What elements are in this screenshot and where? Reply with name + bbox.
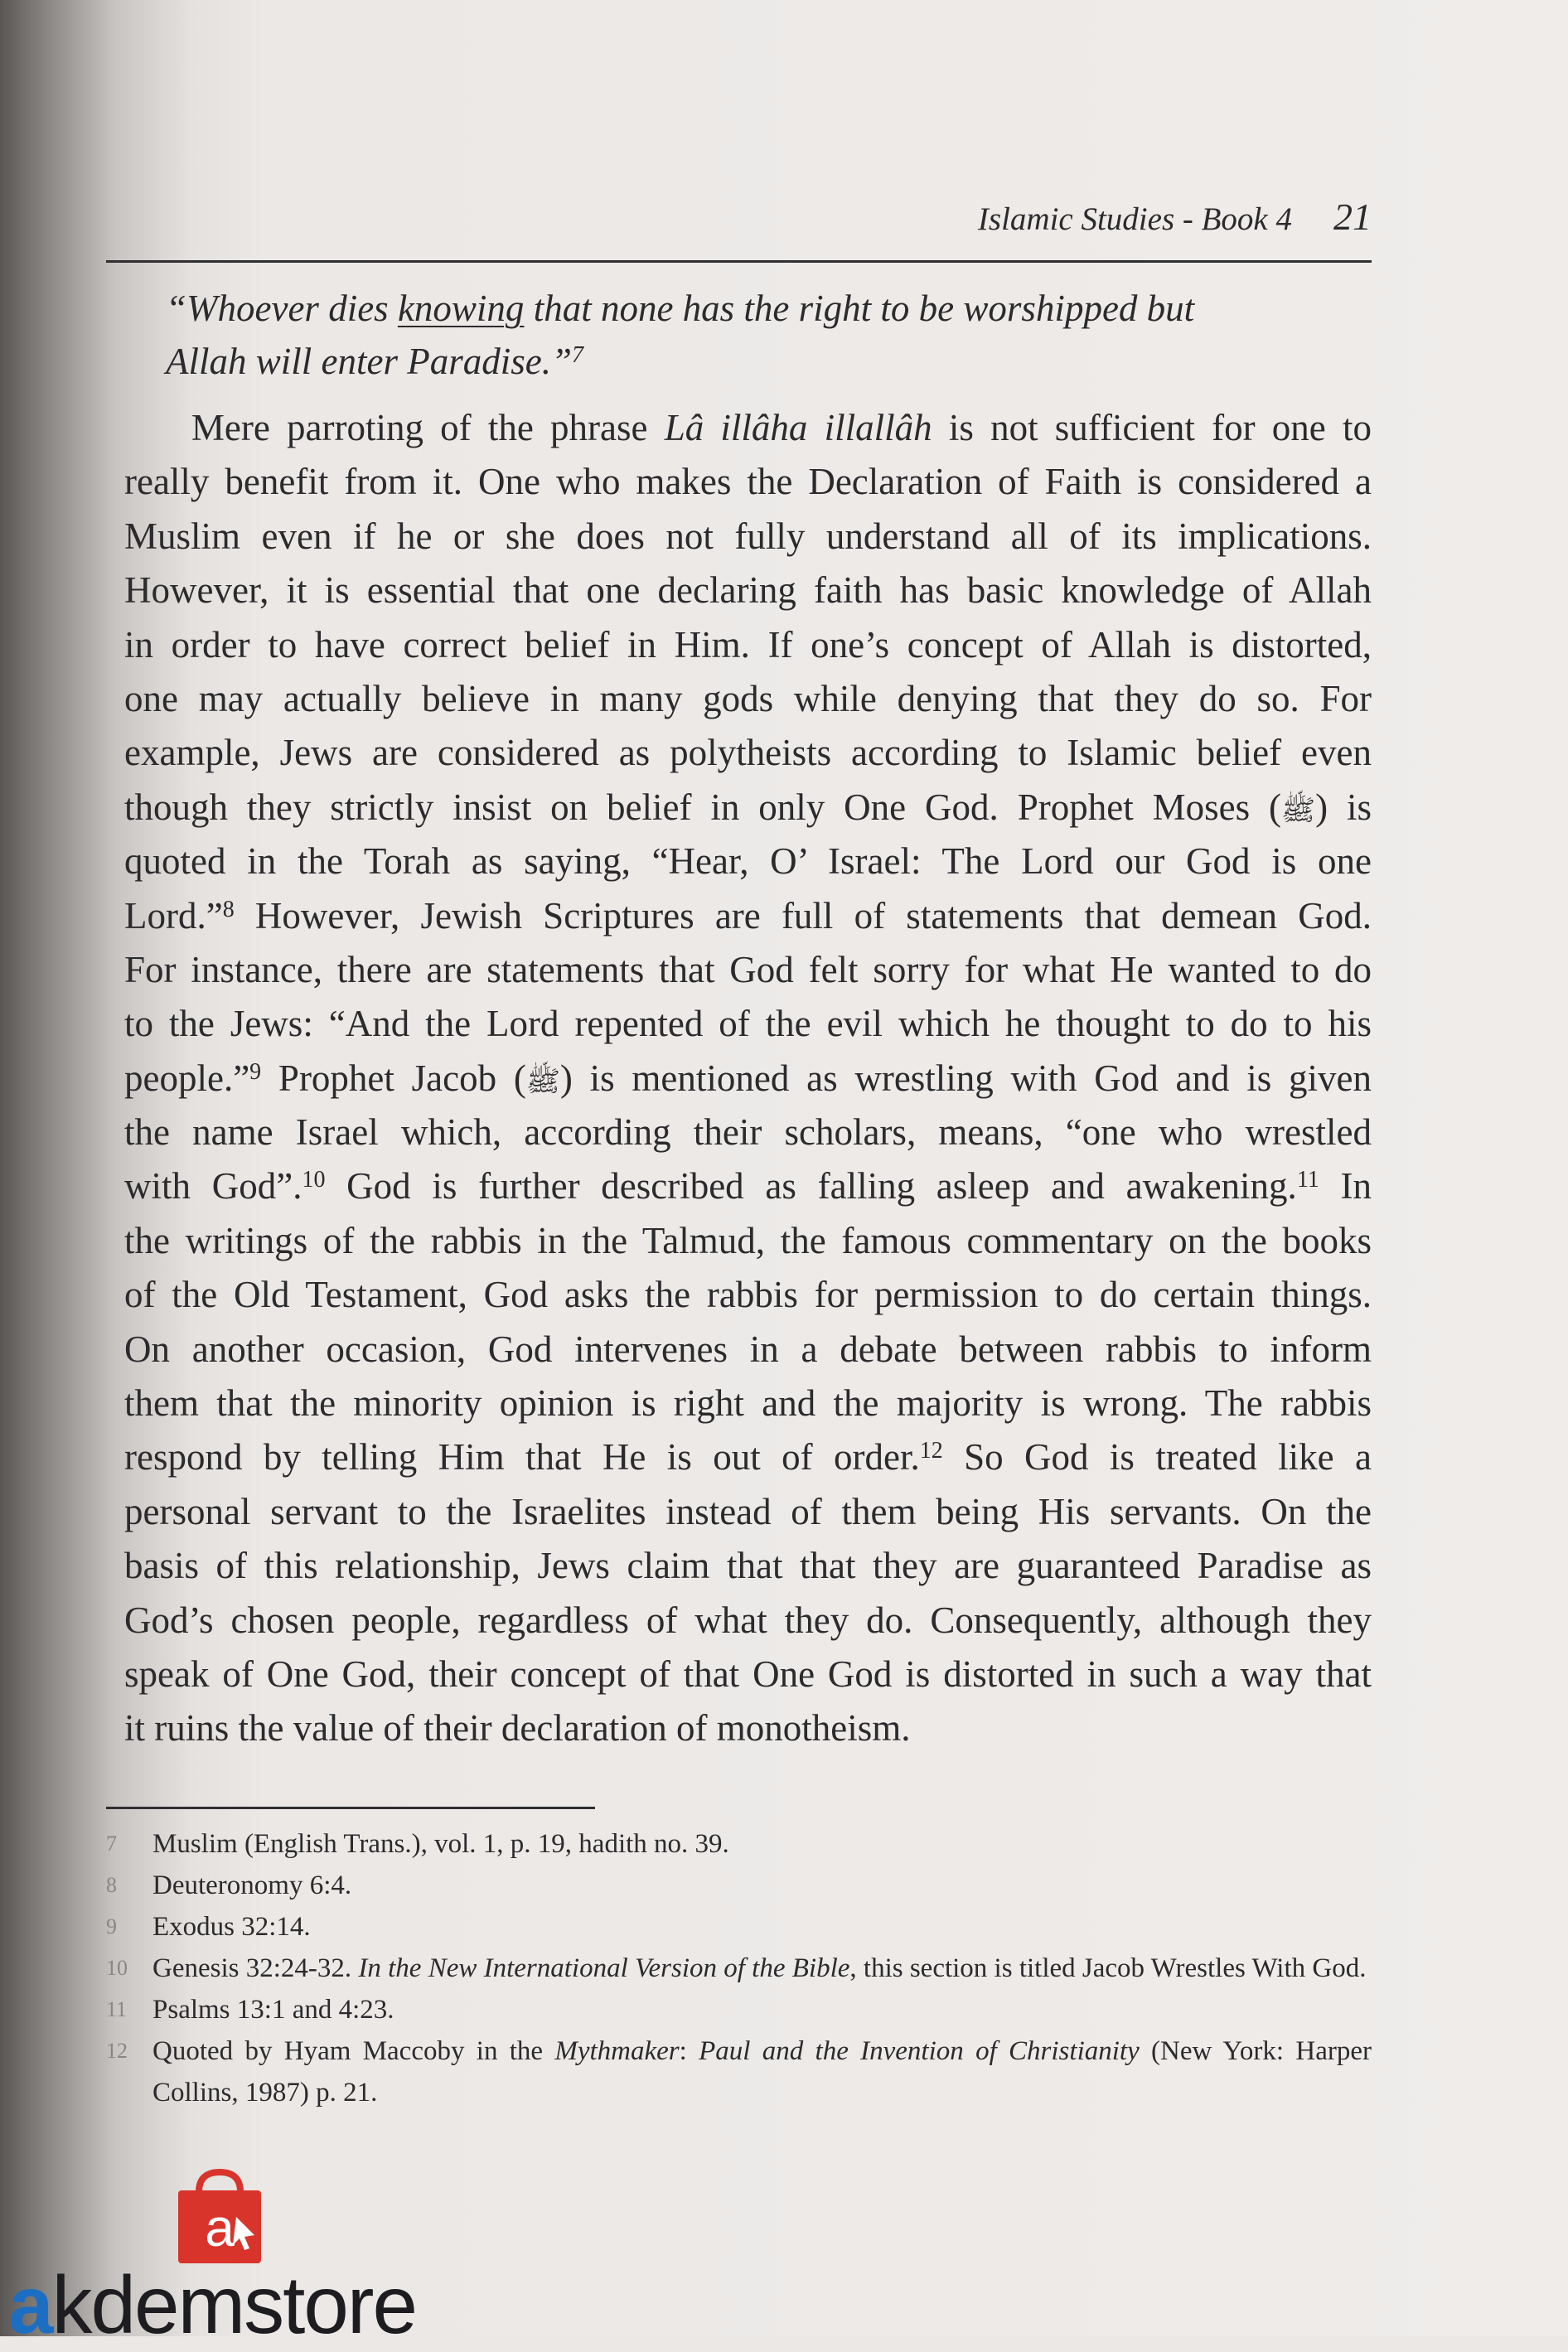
header-rule <box>106 260 1372 263</box>
footnote-item <box>106 2030 1372 2113</box>
quote-underlined-word: knowing <box>397 288 525 329</box>
footnote-number: 7 <box>106 1832 117 1856</box>
body-line: of the Old Testament, God asks the rabbis for permission to do certain things. <box>124 1274 1372 1316</box>
running-title: Islamic Studies - Book 4 <box>977 201 1292 237</box>
footnote-rule <box>106 1807 595 1809</box>
body-line: one may actually believe in many gods while denying that they do so. For <box>124 677 1372 719</box>
body-line: basis of this relationship, Jews claim that that they are guaranteed Paradise as <box>124 1545 1372 1587</box>
body-line: quoted in the Torah as saying, “Hear, O’ Israel: The Lord our God is one <box>124 840 1372 883</box>
body-line: respond by telling Him that He is out of order.$^{12}$ So God is treated like a <box>124 1436 1372 1478</box>
brand-wordmark: akdemstore <box>8 2259 417 2350</box>
body-line: the writings of the rabbis in the Talmud, the famous commentary on the books <box>124 1219 1372 1261</box>
svg-text:a: a <box>205 2198 235 2258</box>
footnote-text: Exodus 32:14. <box>152 1912 311 1942</box>
body-paragraph <box>124 401 1372 1756</box>
footnote-ref: 8 <box>222 896 235 922</box>
footnote-text: Muslim (English Trans.), vol. 1, p. 19, hadith no. 39. <box>152 1829 729 1859</box>
footnotes <box>106 1823 1372 2113</box>
footnote-item <box>106 1906 1372 1948</box>
body-line: Lord.”$^8$ However, Jewish Scriptures are full of statements that demean God. <box>124 894 1372 936</box>
footnote-text: Quoted by Hyam Maccoby in the Mythmaker: Paul and the Invention of Christianity (New York: Harper Collins, 1987) p. 21. <box>152 2036 1372 2108</box>
footnote-item <box>106 1865 1372 1906</box>
footnote-text: Psalms 13:1 and 4:23. <box>152 1995 394 2025</box>
footnote-number: 9 <box>106 1914 117 1938</box>
footnote-ref: 12 <box>919 1438 943 1464</box>
footnote-item <box>106 1823 1372 1865</box>
store-watermark-logo <box>0 2167 448 2350</box>
footnote-text: Genesis 32:24-32. In the New International Version of the Bible, this section is titled Jacob Wrestles With God. <box>152 1953 1367 1983</box>
body-line: with God”.$^{10}$ God is further described as falling asleep and awakening.$^{11}$ In <box>124 1165 1372 1207</box>
footnote-number: 12 <box>106 2039 128 2063</box>
body-line: it ruins the value of their declaration of monotheism. <box>124 1707 911 1749</box>
body-line: though they strictly insist on belief in only One God. Prophet Moses (ﷺ) is <box>124 786 1372 828</box>
footnote-item <box>106 1989 1372 2030</box>
body-line: However, it is essential that one declaring faith has basic knowledge of Allah <box>124 569 1372 612</box>
footnote-ref: 10 <box>302 1167 326 1193</box>
body-line: example, Jews are considered as polytheists according to Islamic belief even <box>124 732 1372 774</box>
body-line: Mere parroting of the phrase Lâ illâha illallâh is not sufficient for one to <box>191 407 1372 448</box>
hadith-quote <box>166 282 1376 388</box>
body-line: people.”$^9$ Prophet Jacob (ﷺ) is mentioned as wrestling with God and is given <box>124 1057 1372 1099</box>
footnote-ref: 7 <box>572 342 583 368</box>
body-line: in order to have correct belief in Him. If one’s concept of Allah is distorted, <box>124 623 1372 665</box>
body-line: personal servant to the Israelites instead of them being His servants. On the <box>124 1490 1372 1532</box>
body-line: For instance, there are statements that God felt sorry for what He wanted to do <box>124 948 1372 990</box>
shopping-bag-icon <box>170 2167 269 2267</box>
pbuh-glyph: ﷺ <box>1281 795 1316 826</box>
quote-line-2: Allah will enter Paradise.”$^7$ <box>166 341 583 382</box>
running-header <box>916 195 1372 253</box>
footnote-number: 8 <box>106 1873 117 1897</box>
body-line: speak of One God, their concept of that One God is distorted in such a way that <box>124 1653 1372 1695</box>
footnote-ref: 11 <box>1296 1167 1319 1193</box>
body-line: On another occasion, God intervenes in a debate between rabbis to inform <box>124 1328 1372 1370</box>
pbuh-glyph: ﷺ <box>525 1066 560 1097</box>
footnote-item <box>106 1948 1372 1989</box>
body-line: Muslim even if he or she does not fully understand all of its implications. <box>124 515 1372 557</box>
body-line: to the Jews: “And the Lord repented of the evil which he thought to do to his <box>124 1003 1372 1045</box>
page-number: 21 <box>1333 196 1372 238</box>
footnote-number: 10 <box>106 1956 128 1980</box>
body-line: them that the minority opinion is right and the majority is wrong. The rabbis <box>124 1382 1372 1425</box>
body-line: God’s chosen people, regardless of what they do. Consequently, although they <box>124 1599 1372 1641</box>
quote-line-1: “Whoever dies knowing that none has the right to be worshipped but <box>166 288 1195 329</box>
footnote-ref: 9 <box>249 1058 262 1085</box>
footnote-text: Deuteronomy 6:4. <box>152 1870 352 1900</box>
body-line: the name Israel which, according their scholars, means, “one who wrestled <box>124 1111 1372 1154</box>
body-line: really benefit from it. One who makes the Declaration of Faith is considered a <box>124 461 1372 503</box>
footnote-number: 11 <box>106 1997 128 2021</box>
